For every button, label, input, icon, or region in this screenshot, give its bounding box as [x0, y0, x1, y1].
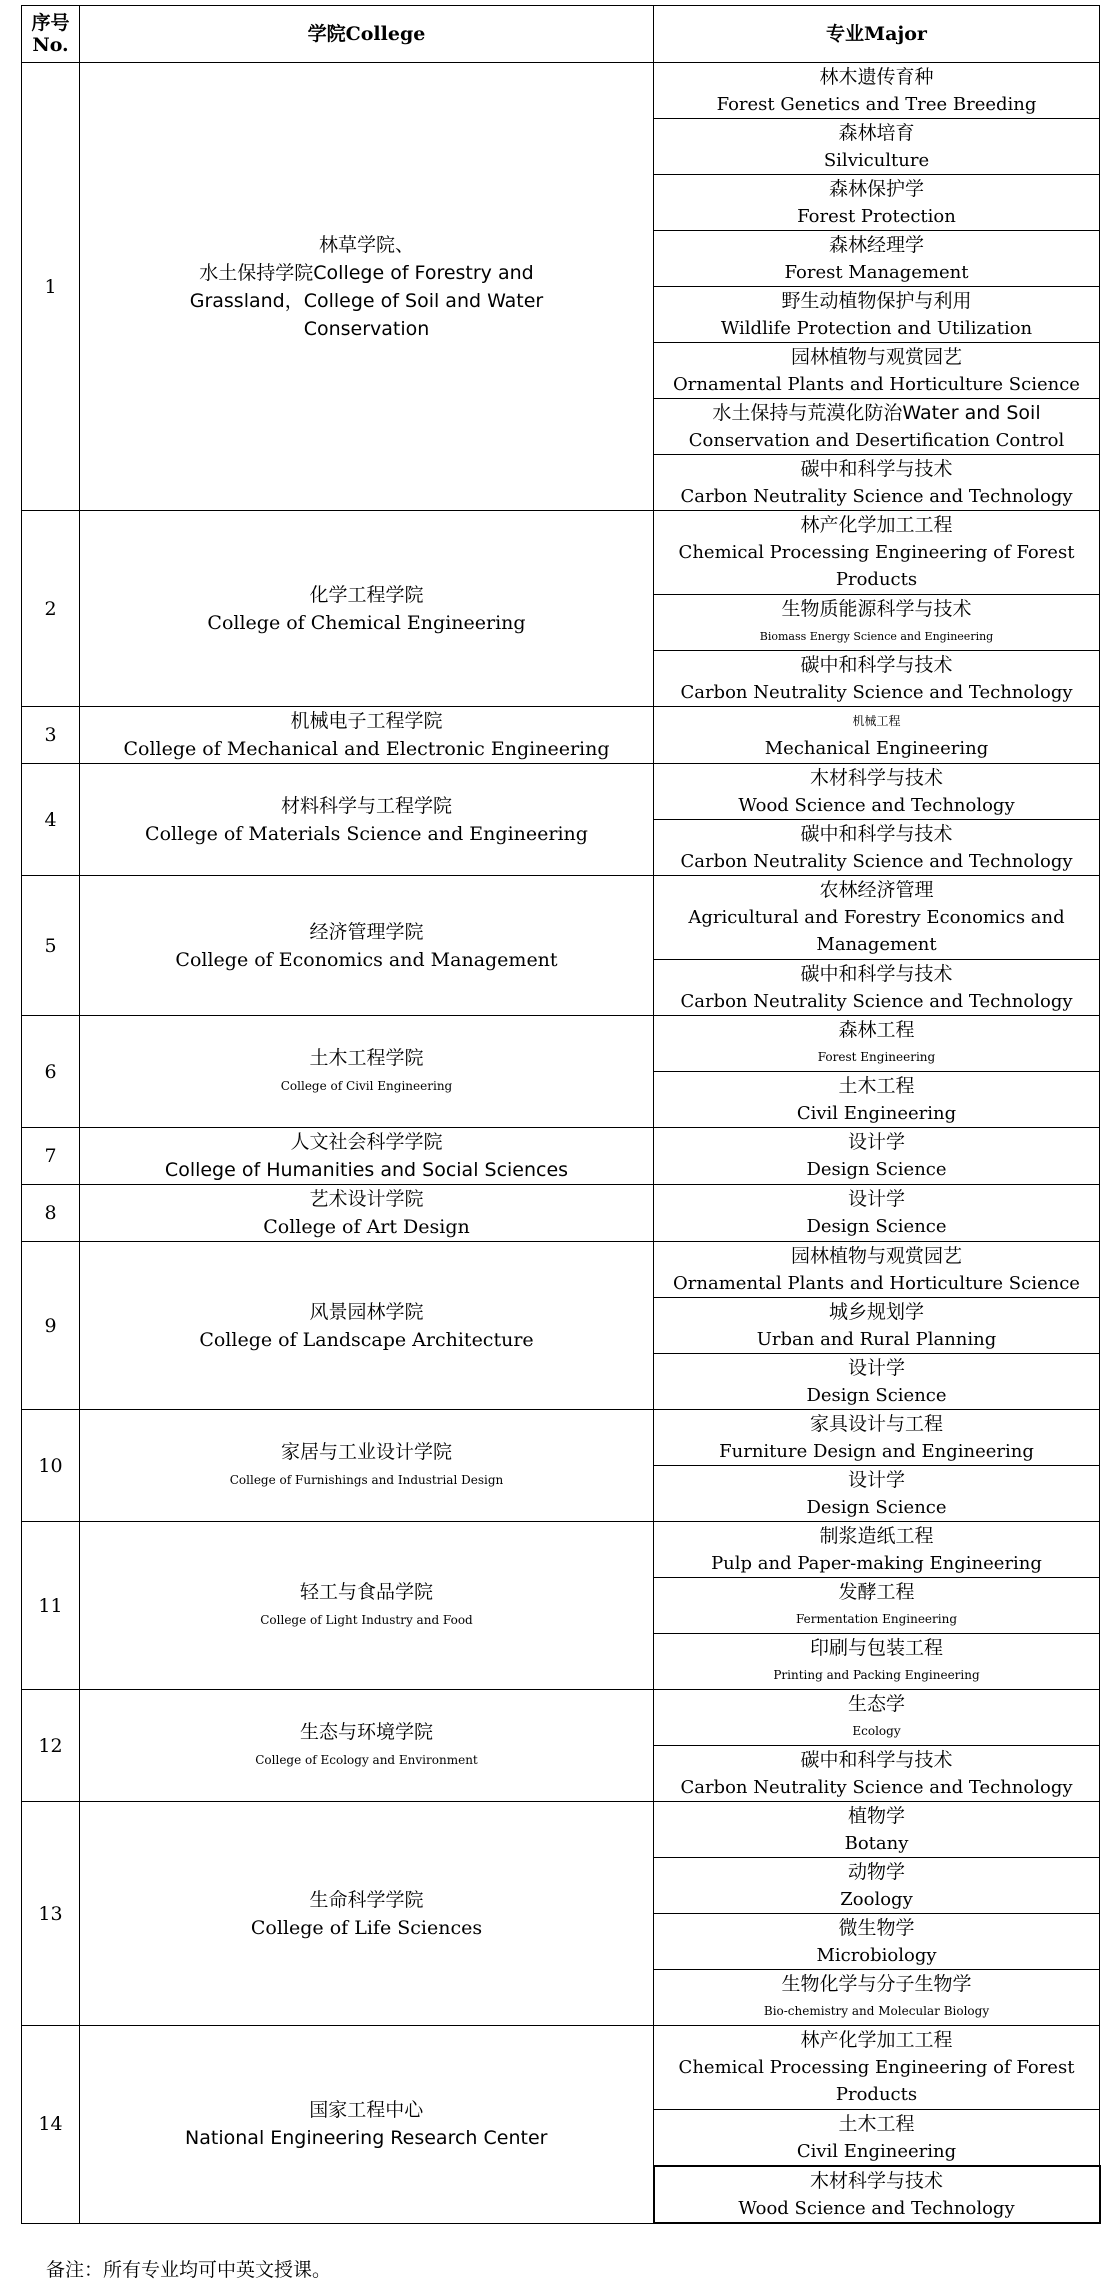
- major-cell: [654, 511, 1100, 595]
- college-cell: [80, 764, 654, 876]
- major-name-zh: 林产化学加工工程: [800, 2029, 953, 2051]
- row-number: 13: [22, 1802, 80, 2026]
- major-name-en: Forest Engineering: [817, 1049, 936, 1064]
- table-row: [22, 876, 1100, 960]
- major-name-en: Chemical Processing Engineering of Forest Products: [678, 2057, 1075, 2105]
- table-row: [22, 1185, 1100, 1242]
- major-name-en: Carbon Neutrality Science and Technology: [680, 850, 1073, 872]
- major-cell: [654, 1690, 1100, 1746]
- major-name-zh: 土木工程: [838, 2112, 915, 2135]
- major-name-zh: 碳中和科学与技术: [800, 1748, 953, 1771]
- row-number: 2: [22, 511, 80, 707]
- major-cell: [654, 1746, 1100, 1802]
- major-name-zh: 园林植物与观赏园艺: [790, 1244, 962, 1267]
- major-cell: [654, 1802, 1100, 1858]
- major-cell: [654, 2166, 1100, 2223]
- college-cell: [80, 2026, 654, 2224]
- major-name-en: Civil Engineering: [796, 2140, 957, 2162]
- major-cell: [654, 820, 1100, 876]
- college-cell: [80, 1410, 654, 1522]
- major-name-en: Wildlife Protection and Utilization: [720, 317, 1033, 339]
- major-cell: [654, 175, 1100, 231]
- major-cell: [654, 651, 1100, 707]
- college-cell: [80, 1802, 654, 2026]
- major-name-zh: 印刷与包装工程: [809, 1636, 943, 1659]
- major-name-zh: 发酵工程: [838, 1580, 915, 1603]
- major-name-zh: 森林培育: [838, 121, 915, 144]
- major-name-zh: 制浆造纸工程: [819, 1524, 934, 1547]
- major-name-en: Forest Genetics and Tree Breeding: [716, 93, 1037, 115]
- major-cell: [654, 2026, 1100, 2110]
- major-name-zh: 园林植物与观赏园艺: [790, 345, 962, 368]
- major-cell: [654, 595, 1100, 651]
- major-name-zh: 林产化学加工工程: [800, 514, 953, 536]
- major-name-en: Forest Management: [784, 261, 969, 283]
- row-number: 14: [22, 2026, 80, 2224]
- major-name-en: Printing and Packing Engineering: [773, 1667, 980, 1682]
- major-cell: [654, 287, 1100, 343]
- major-name-en: Fermentation Engineering: [795, 1611, 958, 1626]
- major-name-zh: 森林保护学: [828, 177, 924, 200]
- college-name-zh: 林草学院、: [318, 233, 414, 256]
- college-cell: [80, 511, 654, 707]
- major-name-en: Carbon Neutrality Science and Technology: [680, 1776, 1073, 1798]
- major-name-en: Design Science: [806, 1159, 947, 1180]
- college-name-zh: 经济管理学院: [309, 920, 424, 943]
- college-name-zh: 轻工与食品学院: [299, 1580, 433, 1603]
- college-name-en: College of Ecology and Environment: [255, 1752, 478, 1767]
- major-name-zh: 森林工程: [838, 1018, 915, 1041]
- major-cell: [654, 231, 1100, 287]
- table-row: [22, 1690, 1100, 1746]
- major-name-zh: 林木遗传育种: [819, 65, 934, 88]
- college-name-en: College of Life Sciences: [250, 1916, 483, 1939]
- row-number: 5: [22, 876, 80, 1016]
- college-name-zh: 机械电子工程学院: [290, 710, 443, 732]
- major-cell: [654, 1466, 1100, 1522]
- header-major: 专业Major: [654, 6, 1100, 63]
- major-cell: [654, 1634, 1100, 1690]
- college-name-en: College of Landscape Architecture: [199, 1328, 534, 1351]
- college-cell: [80, 876, 654, 1016]
- major-cell: [654, 119, 1100, 175]
- major-name-en: Zoology: [840, 1888, 913, 1910]
- college-name-en: National Engineering Research Center: [185, 2127, 548, 2150]
- major-name-en: Mechanical Engineering: [764, 738, 989, 759]
- row-number: 4: [22, 764, 80, 876]
- college-cell: [80, 1016, 654, 1128]
- college-name-zh: 人文社会科学学院: [290, 1131, 443, 1153]
- major-name-zh: 土木工程: [838, 1074, 915, 1097]
- major-name-zh: 设计学: [847, 1468, 905, 1491]
- major-name-en: Ornamental Plants and Horticulture Science: [673, 1272, 1080, 1294]
- major-cell: [654, 399, 1100, 455]
- college-name-zh: 材料科学与工程学院: [280, 794, 452, 817]
- college-cell: [80, 1242, 654, 1410]
- header-row: [22, 6, 1100, 63]
- major-name-zh: 木材科学与技术: [809, 2169, 943, 2192]
- major-cell: [654, 1298, 1100, 1354]
- major-name-en: Wood Science and Technology: [738, 2197, 1015, 2219]
- major-cell: [654, 1410, 1100, 1466]
- major-name-zh: 森林经理学: [828, 233, 924, 256]
- table-row: [22, 1016, 1100, 1072]
- major-name-en: Chemical Processing Engineering of Forest Products: [678, 542, 1075, 590]
- major-name-zh: 生物质能源科学与技术: [781, 597, 972, 620]
- table-row: [22, 1242, 1100, 1298]
- major-name-en: Agricultural and Forestry Economics and Management: [688, 907, 1065, 955]
- major-name-en: Ecology: [852, 1723, 901, 1738]
- row-number: 9: [22, 1242, 80, 1410]
- major-name-en: Wood Science and Technology: [738, 794, 1015, 816]
- major-name-zh: 碳中和科学与技术: [800, 822, 953, 845]
- row-number: 1: [22, 63, 80, 511]
- college-name-zh: 风景园林学院: [309, 1300, 424, 1323]
- table-row: [22, 63, 1100, 119]
- college-name-zh: 国家工程中心: [309, 2099, 424, 2122]
- major-cell: [654, 960, 1100, 1016]
- major-name-zh: 生态学: [847, 1692, 905, 1715]
- major-name-en: Forest Protection: [797, 205, 956, 227]
- major-cell: [654, 1578, 1100, 1634]
- row-number: 11: [22, 1522, 80, 1690]
- major-name-zh: 木材科学与技术: [809, 766, 943, 789]
- header-no: [22, 6, 80, 63]
- major-cell: [654, 1185, 1100, 1242]
- college-name-en: College of Materials Science and Engineering: [145, 822, 588, 845]
- major-name-en: Design Science: [806, 1216, 947, 1237]
- major-cell: [654, 455, 1100, 511]
- row-number: 6: [22, 1016, 80, 1128]
- college-cell: [80, 1128, 654, 1185]
- major-cell: [654, 1970, 1100, 2026]
- major-cell: [654, 1016, 1100, 1072]
- major-name-en: Urban and Rural Planning: [756, 1328, 997, 1350]
- major-name-zh: 家具设计与工程: [809, 1412, 943, 1435]
- major-name-zh: 野生动植物保护与利用: [781, 289, 972, 312]
- major-cell: [654, 1354, 1100, 1410]
- table-row: [22, 511, 1100, 595]
- major-name-zh: 微生物学: [838, 1916, 915, 1939]
- header-no-label: 序号 No.: [31, 12, 70, 56]
- major-cell: [654, 343, 1100, 399]
- table-row: [22, 764, 1100, 820]
- college-name-en: College of Furnishings and Industrial Design: [229, 1472, 504, 1487]
- majors-table-wrapper: [21, 5, 1101, 2224]
- major-name-zh: 碳中和科学与技术: [800, 962, 953, 985]
- major-cell: [654, 2110, 1100, 2167]
- major-name-en: Furniture Design and Engineering: [719, 1440, 1034, 1462]
- major-cell: [654, 1522, 1100, 1578]
- major-name-zh: 动物学: [847, 1860, 905, 1883]
- major-name-en: Silviculture: [823, 149, 930, 171]
- college-cell: [80, 1185, 654, 1242]
- table-row: [22, 2026, 1100, 2110]
- major-name-en: Carbon Neutrality Science and Technology: [680, 990, 1073, 1012]
- major-name-en: Carbon Neutrality Science and Technology: [680, 485, 1073, 507]
- college-name-en: College of Economics and Management: [175, 948, 558, 971]
- footnote: 备注：所有专业均可中英文授课。: [46, 2259, 332, 2281]
- major-name-zh: 城乡规划学: [828, 1300, 924, 1323]
- college-cell: [80, 1690, 654, 1802]
- major-name-en: Civil Engineering: [796, 1102, 957, 1124]
- major-name-en: Pulp and Paper-making Engineering: [711, 1552, 1042, 1574]
- major-name-en: Biomass Energy Science and Engineering: [759, 629, 994, 643]
- table-row: [22, 1802, 1100, 1858]
- major-cell: [654, 764, 1100, 820]
- row-number: 12: [22, 1690, 80, 1802]
- table-row: [22, 707, 1100, 764]
- college-cell: [80, 1522, 654, 1690]
- college-name-zh: 家居与工业设计学院: [280, 1440, 452, 1463]
- major-cell: [654, 1858, 1100, 1914]
- major-name-zh: 设计学: [847, 1131, 905, 1153]
- major-name-zh: 农林经济管理: [819, 879, 934, 901]
- major-name-en: Design Science: [806, 1496, 947, 1518]
- major-name-zh: 碳中和科学与技术: [800, 457, 953, 480]
- major-name-zh: 生物化学与分子生物学: [781, 1972, 972, 1995]
- row-number: 8: [22, 1185, 80, 1242]
- major-cell: [654, 63, 1100, 119]
- college-name-en: College of Art Design: [263, 1216, 470, 1238]
- college-name-en: College of Mechanical and Electronic Engineering: [123, 738, 610, 760]
- major-cell: [654, 1072, 1100, 1128]
- table-row: [22, 1522, 1100, 1578]
- table-row: [22, 1128, 1100, 1185]
- college-name-en: College of Humanities and Social Sciences: [164, 1159, 569, 1181]
- major-name-en: Bio-chemistry and Molecular Biology: [763, 2003, 990, 2018]
- major-name-zh: 植物学: [847, 1804, 905, 1827]
- college-name-en: College of Chemical Engineering: [207, 611, 526, 634]
- majors-table: [21, 5, 1101, 2224]
- major-cell: [654, 876, 1100, 960]
- major-name-en: Botany: [844, 1832, 909, 1854]
- college-name-zh: 土木工程学院: [309, 1046, 424, 1069]
- major-cell: [654, 1914, 1100, 1970]
- college-name-zh: 化学工程学院: [309, 583, 424, 606]
- major-cell: [654, 707, 1100, 764]
- major-cell: [654, 1242, 1100, 1298]
- major-name-en: Conservation and Desertification Control: [688, 429, 1065, 451]
- row-number: 3: [22, 707, 80, 764]
- table-row: [22, 1410, 1100, 1466]
- college-name-en: College of Civil Engineering: [280, 1078, 453, 1093]
- college-name-zh: 生命科学学院: [309, 1888, 424, 1911]
- major-name-zh: 机械工程: [852, 714, 901, 728]
- major-name-zh: 设计学: [847, 1188, 905, 1210]
- college-name-zh: 艺术设计学院: [309, 1188, 424, 1210]
- major-name-en: Design Science: [806, 1384, 947, 1406]
- major-name-zh: 碳中和科学与技术: [800, 653, 953, 676]
- college-name-en: 水土保持学院College of Forestry and Grassland，College of Soil and Water Conservation: [189, 261, 544, 340]
- major-cell: [654, 1128, 1100, 1185]
- major-name-en: Ornamental Plants and Horticulture Science: [673, 373, 1080, 395]
- major-name-zh: 设计学: [847, 1356, 905, 1379]
- college-name-en: College of Light Industry and Food: [260, 1612, 473, 1627]
- college-cell: [80, 707, 654, 764]
- row-number: 7: [22, 1128, 80, 1185]
- header-college: 学院College: [80, 6, 654, 63]
- college-name-zh: 生态与环境学院: [299, 1720, 433, 1743]
- row-number: 10: [22, 1410, 80, 1522]
- major-name-en: Carbon Neutrality Science and Technology: [680, 681, 1073, 703]
- major-name-zh: 水土保持与荒漠化防治Water and Soil: [712, 401, 1041, 424]
- college-cell: [80, 63, 654, 511]
- major-name-en: Microbiology: [816, 1944, 937, 1966]
